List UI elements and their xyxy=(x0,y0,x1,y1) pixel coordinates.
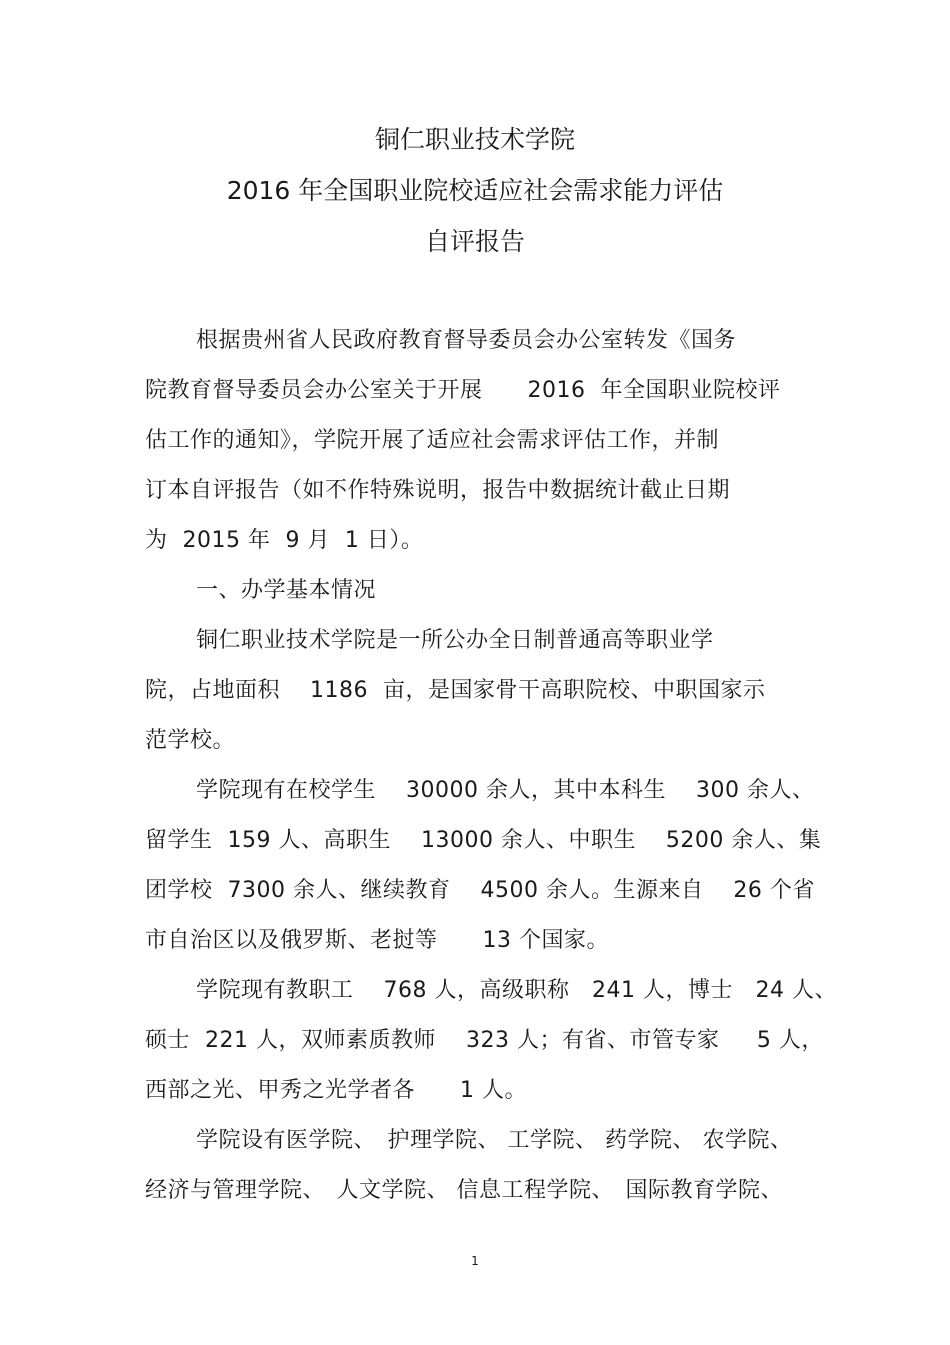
paragraph-line: 市自治区以及俄罗斯、老挝等 13 个国家。 xyxy=(145,928,609,953)
paragraph-line: 学院现有教职工 768 人，高级职称 241 人，博士 24 人、 xyxy=(196,978,837,1003)
paragraph-line: 留学生 159 人、高职生 13000 余人、中职生 5200 余人、集 xyxy=(145,828,822,853)
section-heading: 一、办学基本情况 xyxy=(196,578,377,603)
title-line-2: 2016 年全国职业院校适应社会需求能力评估 xyxy=(226,176,724,205)
paragraph-line: 经济与管理学院、 人文学院、 信息工程学院、 国际教育学院、 xyxy=(145,1178,783,1203)
paragraph-line: 为 2015 年 9 月 1 日）。 xyxy=(145,528,424,553)
paragraph-line: 学院设有医学院、 护理学院、 工学院、 药学院、 农学院、 xyxy=(196,1128,793,1153)
page-number: 1 xyxy=(471,1254,479,1268)
paragraph-line: 铜仁职业技术学院是一所公办全日制普通高等职业学 xyxy=(196,628,714,653)
paragraph-line: 团学校 7300 余人、继续教育 4500 余人。生源来自 26 个省 xyxy=(145,878,815,903)
paragraph-line: 院，占地面积 1186 亩，是国家骨干高职院校、中职国家示 xyxy=(145,678,766,703)
paragraph-line: 范学校。 xyxy=(145,728,236,753)
paragraph-line: 估工作的通知》，学院开展了适应社会需求评估工作，并制 xyxy=(145,428,720,453)
paragraph-line: 订本自评报告（如不作特殊说明，报告中数据统计截止日期 xyxy=(145,478,731,503)
title-line-1: 铜仁职业技术学院 xyxy=(374,125,575,154)
paragraph-line: 西部之光、甲秀之光学者各 1 人。 xyxy=(145,1078,527,1103)
paragraph-line: 学院现有在校学生 30000 余人，其中本科生 300 余人、 xyxy=(196,778,815,803)
paragraph-line: 院教育督导委员会办公室关于开展 2016 年全国职业院校评 xyxy=(145,378,781,403)
paragraph-line: 根据贵州省人民政府教育督导委员会办公室转发《国务 xyxy=(196,328,737,353)
title-line-3: 自评报告 xyxy=(424,227,525,256)
paragraph-line: 硕士 221 人，双师素质教师 323 人；有省、市管专家 5 人， xyxy=(145,1028,824,1053)
